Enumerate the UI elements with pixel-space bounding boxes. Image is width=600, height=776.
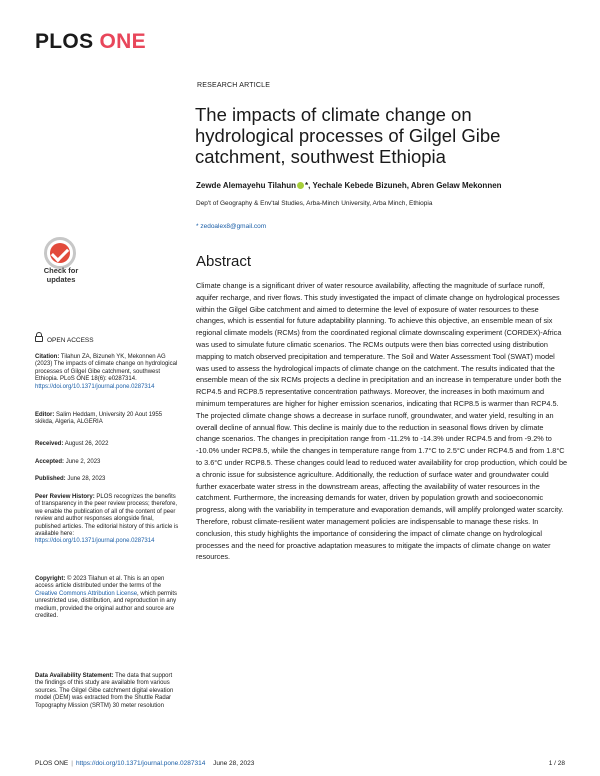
- data-availability-block: [35, 673, 180, 710]
- citation-block: [35, 354, 180, 391]
- lock-icon: [35, 336, 43, 342]
- peer-review-text: PLOS recognizes the benefits of transparency in the peer review process; therefore, we enable the publication of all of the content of peer review and author responses alongside final, published articles. The editorial history of this article is available here:: [35, 494, 179, 538]
- peer-review-block: [35, 494, 180, 546]
- footer-journal: PLOS ONE: [35, 760, 69, 767]
- other-authors[interactable]: , Yechale Kebede Bizuneh, Abren Gelaw Mekonnen: [308, 181, 502, 190]
- journal-logo-one: ONE: [99, 30, 146, 53]
- page-number: 1 / 28: [548, 760, 565, 767]
- peer-review-label: Peer Review History:: [35, 494, 95, 500]
- received-block: [35, 441, 180, 448]
- corresponding-mark: *: [305, 181, 309, 190]
- editor-block: [35, 412, 180, 427]
- editor-label: Editor:: [35, 412, 55, 418]
- check-for-updates-label: Check for updates: [43, 266, 79, 284]
- affiliation: Dep't of Geography & Env'tal Studies, Arba-Minch University, Arba Minch, Ethiopia: [196, 200, 433, 207]
- copyright-block: [35, 576, 180, 620]
- journal-logo-plos: PLOS: [35, 30, 94, 53]
- first-author[interactable]: Zewde Alemayehu Tilahun: [196, 181, 297, 190]
- accepted-label: Accepted:: [35, 459, 65, 465]
- crossmark-icon: [44, 237, 76, 269]
- page-footer: [35, 760, 565, 767]
- cc-license-link[interactable]: Creative Commons Attribution License: [35, 590, 138, 597]
- article-type: RESEARCH ARTICLE: [197, 82, 271, 89]
- author-list: [196, 181, 586, 190]
- data-availability-text: The data that support the findings of this study are available from various sources. The Gilgel Gibe catchment digital elevation model (DEM) was extracted from the Shuttle Radar Topography Mission (SRTM) 30 meter resolution: [35, 673, 174, 709]
- received-label: Received:: [35, 441, 64, 447]
- copyright-label: Copyright:: [35, 576, 66, 582]
- footer-doi-link[interactable]: https://doi.org/10.1371/journal.pone.0287314: [75, 760, 206, 767]
- citation-text: Tilahun ZA, Bizuneh YK, Mekonnen AG (2023) The impacts of climate change on hydrological processes of Gilgel Gibe catchment, southwest Ethiopia. PLoS ONE 18(6): e0287314.: [35, 354, 178, 383]
- published-label: Published:: [35, 476, 66, 482]
- journal-logo[interactable]: [35, 30, 146, 54]
- citation-doi-link[interactable]: https://doi.org/10.1371/journal.pone.0287314: [35, 383, 155, 390]
- received-date: August 26, 2022: [64, 441, 109, 447]
- footer-date: June 28, 2023: [213, 760, 255, 767]
- citation-label: Citation:: [35, 354, 60, 360]
- orcid-icon[interactable]: [297, 182, 304, 189]
- copyright-text-rest: , which permits unrestricted use, distribution, and reproduction in any medium, provided the original author and source are credited.: [35, 590, 178, 620]
- abstract-body: Climate change is a significant driver of water resource availability, affecting the magnitude of surface runoff, aquifer recharge, and river flows. This study investigated the impact of climate change on hydrological processes within the Gilgel Gibe catchment and aimed to determine the level of exposure of water resources to these changes, which is essential for future adaptability planning. To achieve this objective, an ensemble mean of six regional climate models (RCMs) from the coordinated regional climate downscaling experiment (CORDEX)-Africa was used to simulate future climatic scenarios. The RCMs outputs were then bias corrected using distribution mapping to match observed precipitation and temperature. The Soil and Water Assessment Tool (SWAT) model was used to assess the hydrological impacts of climate change on the catchment. The results indicated that the ensemble mean of the six RCMs projects a decline in precipitation and an increase in temperature under both the RCP4.5 and RCP8.5 representative concentration pathways. Moreover, the increases in both maximum and minimum temperatures are higher for higher emission scenarios, indicating that RCP8.5 is warmer than RCP4.5. The projected climate change shows a decrease in surface runoff, groundwater, and water yield, resulting in an overall decline of annual flow. This decline is mainly due to the reduction in seasonal flows driven by climate change scenarios. The changes in precipitation range from -11.2% to -14.3% under RCP4.5 and from -9.2% to -10.0% under RCP8.5, while the changes in temperature range from 1.7°C to 2.5°C under RCP4.5 and from 1.8°C to 3.6°C under RCP8.5. These changes could lead to reduced water availability for crop production, which could be a chronic issue for subsistence agriculture. Additionally, the reduction of surface water and groundwater could further exacerbate water stress in the downstream areas, affecting the availability of water resources in the catchment. Furthermore, the increasing demands for water, driven by population growth and socioeconomic progress, along with the variability in temperature and evaporation demands, will amplify prolonged water scarcity. Therefore, robust climate-resilient water management policies are indispensable to manage these risks. In conclusion, this study highlights the importance of considering the impact of climate change on hydrological processes and the need for proactive adaptation measures to mitigate the impacts of climate change on water resources.: [196, 281, 568, 562]
- footer-separator: |: [71, 760, 73, 767]
- article-title: The impacts of climate change on hydrological processes of Gilgel Gibe catchment, southwest Ethiopia: [195, 104, 501, 167]
- abstract-heading: Abstract: [196, 253, 252, 270]
- check-for-updates-badge[interactable]: [37, 237, 85, 289]
- editor-text: Salim Heddam, University 20 Aout 1955 skikda, Algeria, ALGERIA: [35, 412, 163, 426]
- accepted-block: [35, 459, 180, 466]
- peer-review-link[interactable]: https://doi.org/10.1371/journal.pone.0287314: [35, 538, 155, 545]
- published-date: June 28, 2023: [67, 476, 106, 482]
- copyright-text: © 2023 Tilahun et al. This is an open access article distributed under the terms of the: [35, 576, 165, 590]
- published-block: [35, 476, 180, 483]
- data-availability-label: Data Availability Statement:: [35, 673, 114, 679]
- accepted-date: June 2, 2023: [65, 459, 101, 465]
- corresponding-email[interactable]: * zedoalex8@gmail.com: [196, 223, 267, 230]
- open-access-label: OPEN ACCESS: [35, 336, 94, 344]
